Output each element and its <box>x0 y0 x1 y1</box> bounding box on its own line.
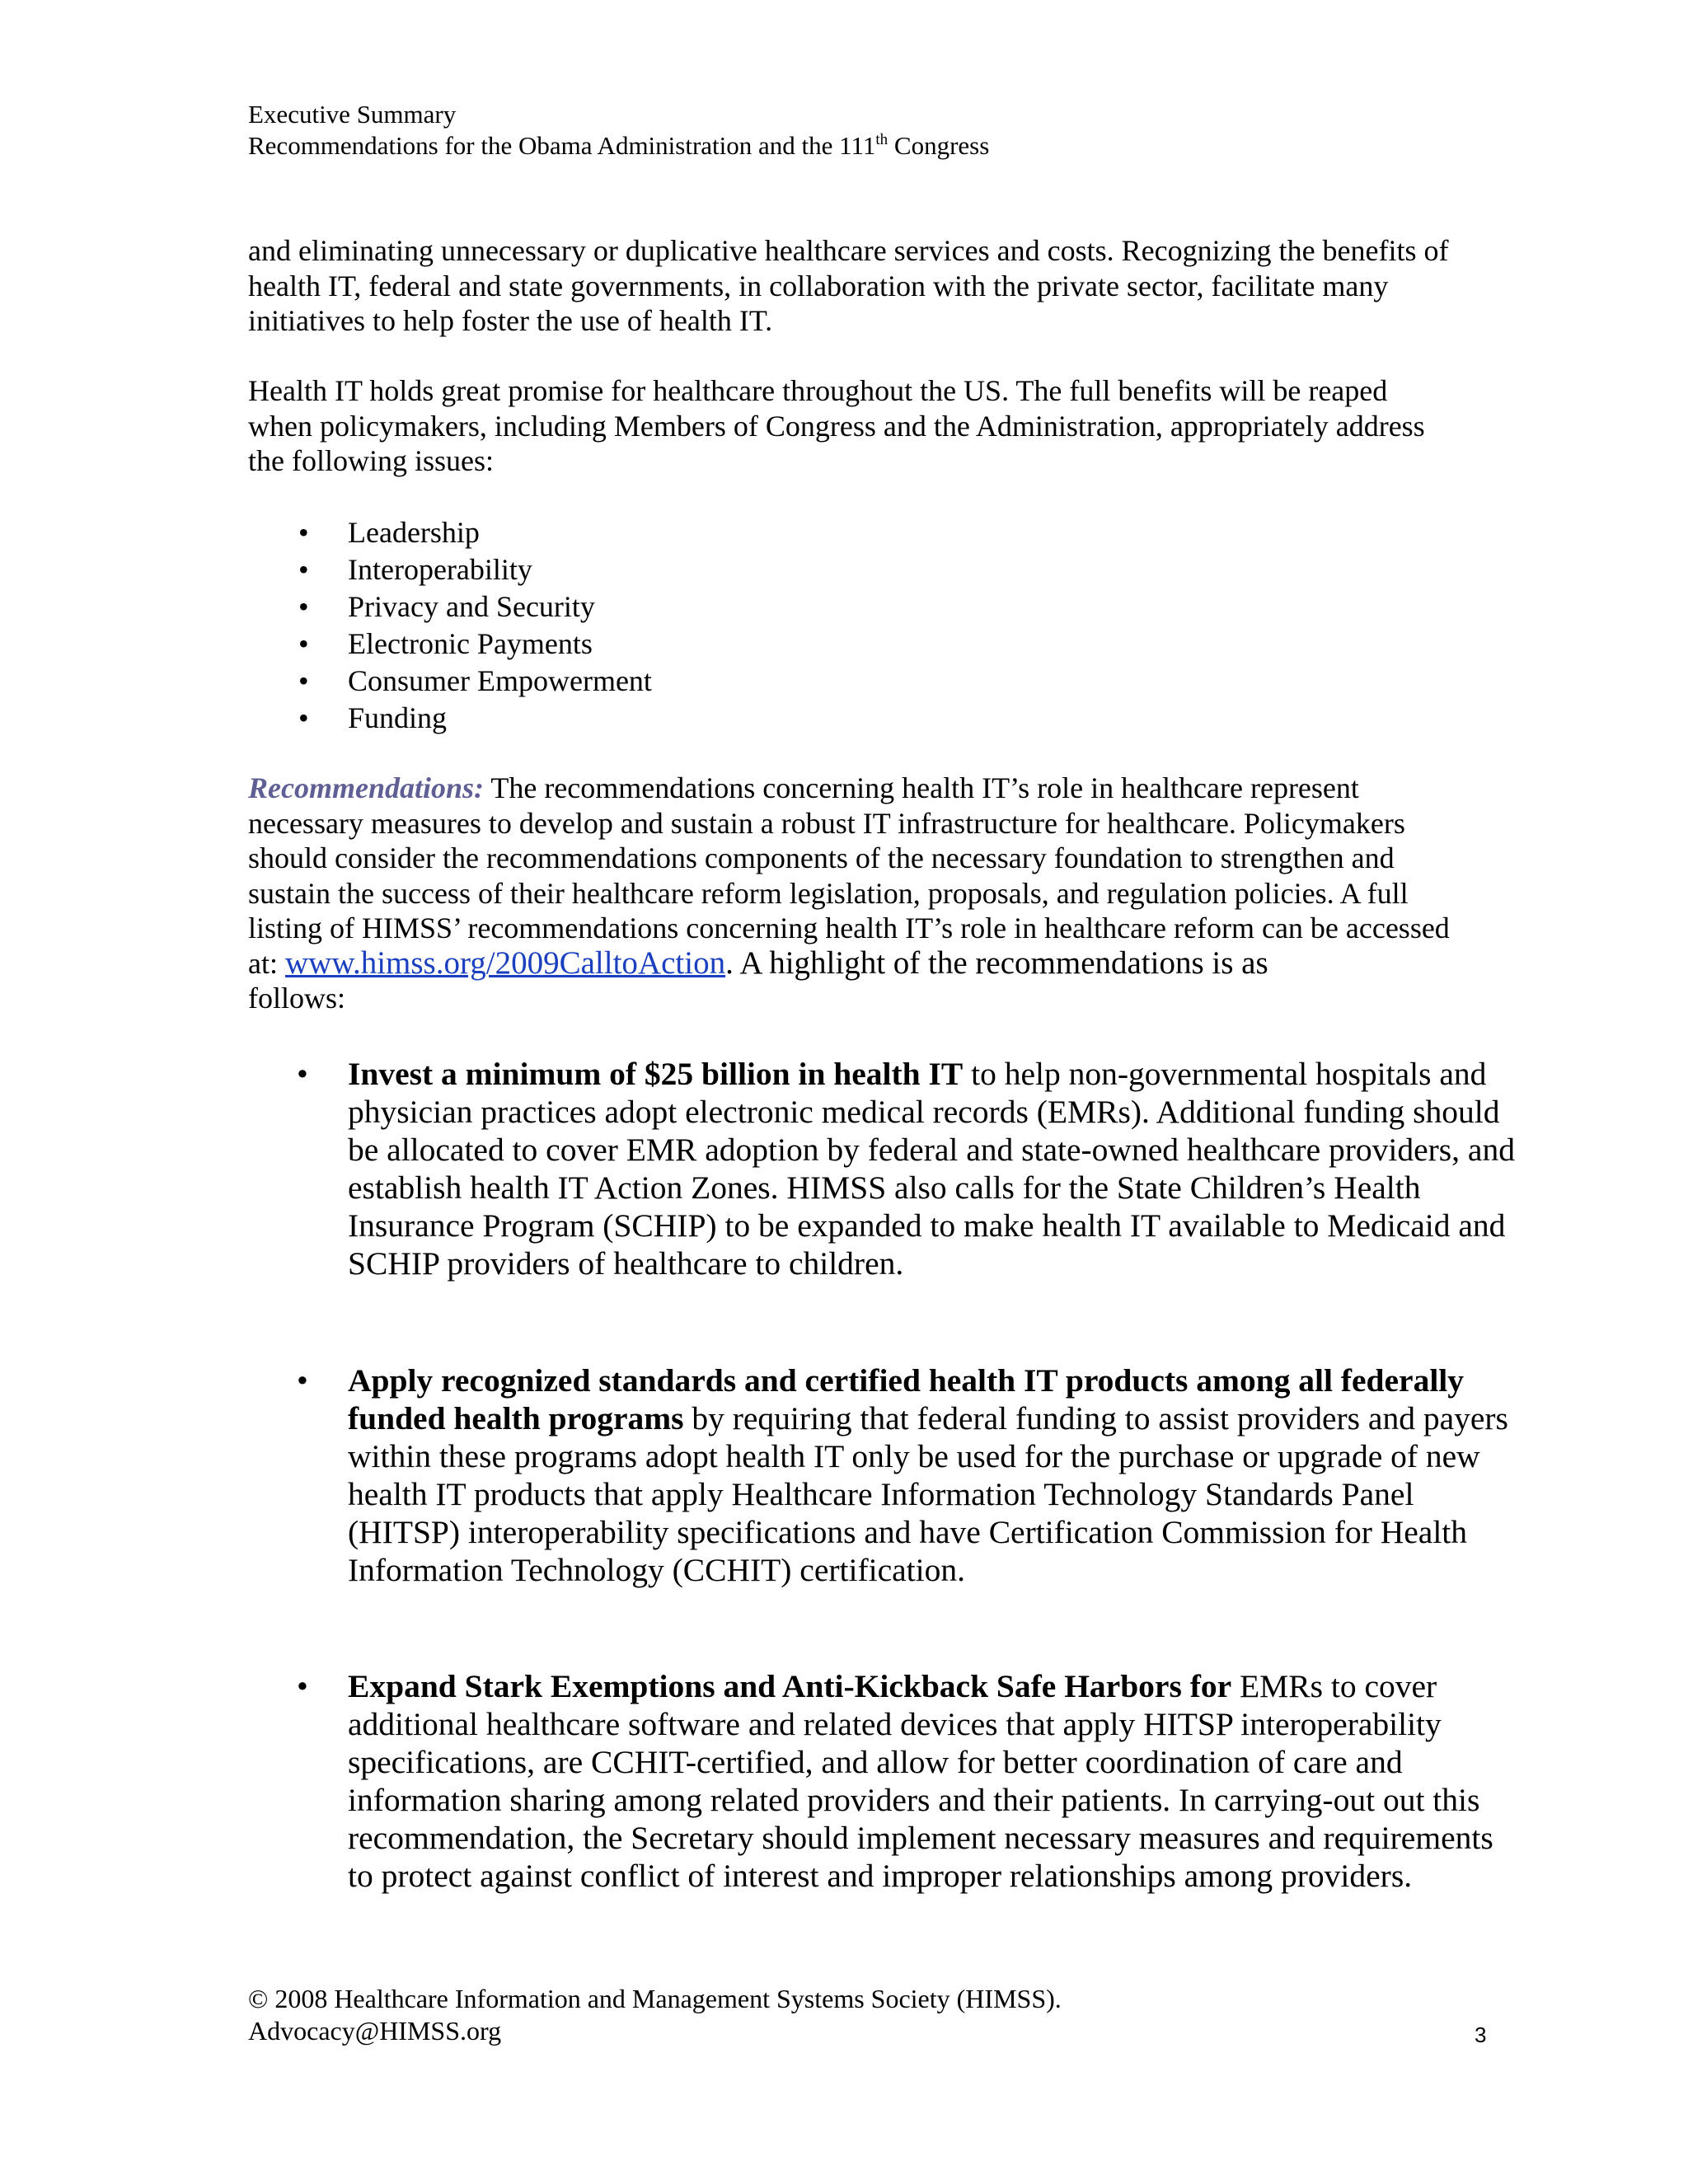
bullet-icon: • <box>297 1056 308 1092</box>
recommendations-after-link: . A highlight of the recommendations is as <box>725 944 1268 981</box>
issue-label: Leadership <box>348 516 480 549</box>
issue-label: Electronic Payments <box>348 627 593 660</box>
header-subtitle <box>248 130 989 162</box>
recommendation-list <box>248 1667 1526 1895</box>
recommendations-paragraph <box>248 771 1460 1016</box>
recommendation-text: by requiring that federal funding to assist providers and payers within these programs adopt health IT only be used for the purchase or upgrade of new health IT products that apply Healthcare Information Technology Standards Panel (HITSP) interoperability specifications and have Certification Commission for Health Information Technology (CCHIT) certification. <box>348 1400 1508 1588</box>
intro-paragraph: and eliminating unnecessary or duplicative healthcare services and costs. Recognizing the benefits of health IT, federal and state governments, in collaboration with the private sector, facilitate many initiatives to help foster the use of health IT. <box>248 234 1449 337</box>
recommendation-heading: Expand Stark Exemptions and Anti-Kickback Safe Harbors for <box>348 1668 1232 1704</box>
recommendations-last-line: follows: <box>248 982 346 1015</box>
list-item <box>248 663 652 700</box>
recommendation-item <box>248 1361 1526 1589</box>
bullet-icon: • <box>298 701 309 734</box>
issue-label: Consumer Empowerment <box>348 664 652 697</box>
issue-label: Interoperability <box>348 553 532 586</box>
header-title: Executive Summary <box>248 100 457 129</box>
contact-email: Advocacy@HIMSS.org <box>248 2016 502 2046</box>
issues-paragraph: Health IT holds great promise for healthcare throughout the US. The full benefits will be reaped when policymakers, including Members of Congress and the Administration, appropriately address the following issues: <box>248 374 1425 477</box>
list-item <box>248 514 652 551</box>
list-item <box>248 551 652 588</box>
recommendation-heading: Invest a minimum of $25 billion in health IT <box>348 1056 964 1092</box>
recommendation-text: to help non-governmental hospitals and physician practices adopt electronic medical records (EMRs). Additional funding should be allocated to cover EMR adoption by federal and state-owned healthcare providers, and establish health IT Action Zones. HIMSS also calls for the State Children’s Health Insurance Program (SCHIP) to be expanded to make health IT available to Medicaid and SCHIP providers of healthcare to children. <box>348 1056 1515 1282</box>
issue-label: Funding <box>348 701 448 734</box>
recommendation-heading: Apply recognized standards and certified health IT products among all federally funded health programs <box>348 1362 1465 1436</box>
recommendation-item <box>248 1667 1526 1895</box>
recommendations-label: Recommendations: <box>248 771 484 804</box>
bullet-icon: • <box>297 1362 308 1399</box>
bullet-icon: • <box>297 1668 308 1704</box>
recommendation-list <box>248 1055 1526 1282</box>
recommendation-text: EMRs to cover additional healthcare software and related devices that apply HITSP interoperability specifications, are CCHIT-certified, and allow for better coordination of care and information sharing among related providers and their patients. In carrying-out out this recommendation, the Secretary should implement necessary measures and requirements to protect against conflict of interest and improper relationships among providers. <box>348 1668 1493 1894</box>
issue-label: Privacy and Security <box>348 590 595 623</box>
bullet-icon: • <box>298 627 309 660</box>
header-subtitle-superscript: th <box>875 131 889 148</box>
bullet-icon: • <box>298 590 309 623</box>
issues-list <box>248 514 652 737</box>
list-item <box>248 626 652 663</box>
recommendation-item <box>248 1055 1526 1282</box>
list-item <box>248 588 652 626</box>
page-number: 3 <box>1475 2022 1487 2047</box>
header-subtitle-text: Recommendations for the Obama Administration and the 111 <box>248 131 876 160</box>
recommendation-list <box>248 1361 1526 1589</box>
copyright-notice: © 2008 Healthcare Information and Management Systems Society (HIMSS). <box>248 1984 1062 2013</box>
bullet-icon: • <box>298 664 309 697</box>
page-footer <box>248 1983 1062 2047</box>
header-subtitle-end: Congress <box>888 131 990 160</box>
list-item <box>248 700 652 737</box>
page-header <box>248 99 989 162</box>
bullet-icon: • <box>298 553 309 586</box>
call-to-action-link[interactable]: www.himss.org/2009CalltoAction <box>284 944 726 981</box>
bullet-icon: • <box>298 516 309 549</box>
recommendations-text: The recommendations concerning health IT’s role in healthcare represent necessary measures to develop and sustain a robust IT infrastructure for healthcare. Policymakers should consider the recommendations components of the necessary foundation to strengthen and sustain the success of their healthcare reform legislation, proposals, and regulation policies. A full listing of HIMSS’ recommendations concerning health IT’s role in healthcare reform can be accessed at: <box>248 771 1450 980</box>
